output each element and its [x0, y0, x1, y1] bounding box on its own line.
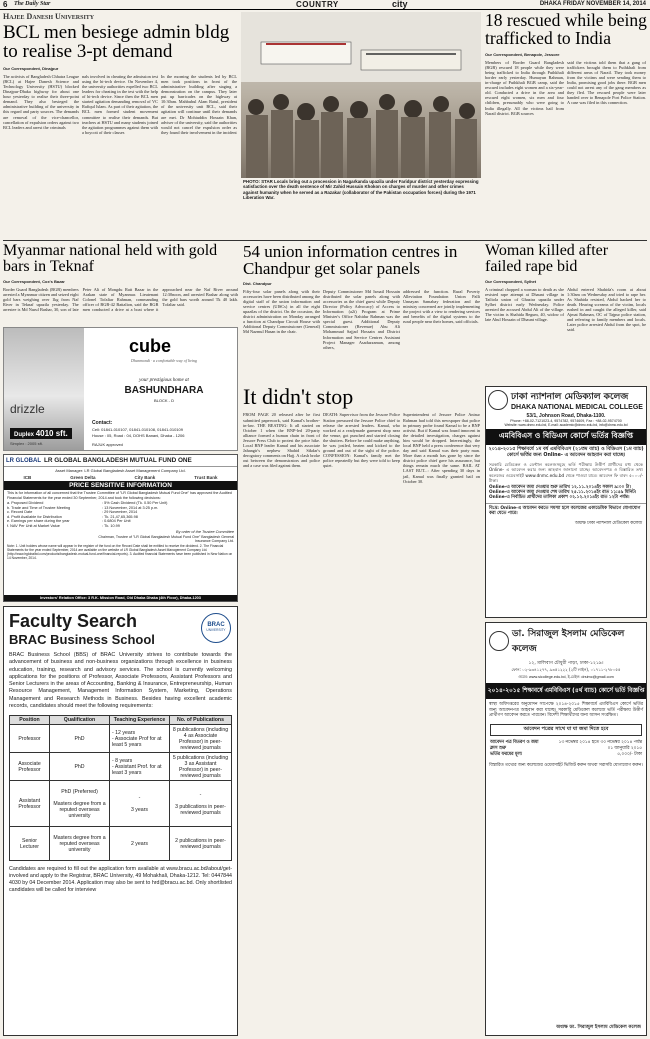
- brand-logo: cube: [129, 336, 172, 356]
- article-byline: Our Correspondent, Benapole, Jessore: [485, 51, 560, 57]
- size-value: 4010 sft.: [35, 429, 68, 438]
- psi-order: By order of the Trustee Committee: [176, 529, 234, 534]
- fund-title: LR GLOBAL BANGLADESH MUTUAL FUND ONE: [44, 457, 192, 464]
- logo-top: BRAC: [207, 622, 225, 628]
- ad-address: House : 05, Road : 04, DOHS Banani, Dhaka - 1206: [92, 433, 185, 438]
- article-body: Border Guard Bangladesh (BGB) members arrested a Myanmar citizen and seized eight gold bars weighing over 1kg from Naf River in Teknaf upazila yesterday. The arrestee is Md Nurul Bashar, 30, son of late Peter Ali of Mongdu Ratt Bazar in the Arakan state of Myanmar. Lieutenant Colonel Tofaliar Rahman, commanding officer of BGB-42 Battalion, said the BGB men conducted a drive at a boat where it approached near the Naf River around 12:30noon, and arrested Bashar along with the gold bars worth around Tk 40 lakh. Tofaliar said.: [3, 286, 238, 312]
- ad-cube: [3, 327, 238, 451]
- table-cell: Senior Lecturer: [10, 827, 50, 861]
- psi-value: : 5% Cash Dividend (Tk. 0.50 Per Unit): [102, 501, 168, 505]
- college-web: Website: www.dnmc.edu.bd, E-mail: academic@dnmc.edu.bd, info@dnmc.edu.bd: [504, 423, 628, 427]
- article-byline: Our Correspondent, Dinajpur: [3, 65, 59, 71]
- article-headline: It didn't stop: [243, 386, 354, 409]
- article-headline: Myanmar national held with gold bars in Teknaf: [3, 243, 218, 276]
- article-column: nals involved in cheating the admission test using the hi-tech device. On November 4, the university authorities expelled two BCL leaders for cheating in the test with the help of hi-tech device. Since then the BCL men started agitation demanding removal of VC Rafiqul Islam. As part of their agitation, the BCL men formed student movement committee to realise their demands. But teachers at HSTU and many students joined the agitation programmes against them with a boycott of their classes: [82, 73, 158, 135]
- admission-sign: অধ্যক্ষ ডা. সিরাজুল ইসলাম মেডিকেল কলেজ: [556, 1025, 641, 1030]
- table-cell: Assistant Professor: [10, 781, 50, 827]
- article-byline: Our Correspondent, Sylhet: [485, 278, 537, 284]
- table-cell: 8 publications (including 4 as Associate Professor) in peer-reviewed journals: [170, 725, 232, 753]
- table-cell: PhD: [50, 753, 110, 781]
- article-headline: BCL men besiege admin bldg to realise 3-pt demand: [3, 22, 230, 63]
- article-headline: 18 rescued while being trafficked to India: [485, 12, 647, 48]
- fund-manager: Asset Manager: LR Global Bangladesh Asset Management Company Ltd.: [55, 468, 186, 473]
- brand-sub: Dhanmondi · a comfortable way of living: [131, 358, 197, 363]
- news-photo: [241, 12, 481, 218]
- table-cell: 2 publications in peer-reviewed journals: [170, 827, 232, 861]
- schedule-key: আবেদন পত্র বিতরণ ও জমা: [490, 739, 539, 745]
- table-cell: - 12 years - Associate Prof for at least 5 years: [110, 725, 170, 753]
- article-solar: [243, 243, 481, 383]
- brac-logo: [201, 613, 231, 643]
- article-column: said the victims told them that a gang of traffickers brought them to Puthkhali from different areas of Narail. They took money from the victims and were sending them to India, promising good jobs there. BGB men could not arrest any of the gang members as they fled. The rescued people were later handed over to Benapole Port Police Station. A case was filed in this connection.: [567, 59, 646, 106]
- admission-point: Online-এ আবেদন জমা দেওয়ার শুরু তারিখ ১২.১১.২০১৪ইং সকাল ৯:০০ টা।: [489, 484, 631, 490]
- ad-dnmc: [485, 386, 647, 618]
- table-cell: 5 publications (including 3 as Assistant Professor) in peer-reviewed journals: [170, 753, 232, 781]
- contact-lines: Cell: 01841-010107, 01841-010108, 01841-010109: [92, 427, 183, 432]
- admission-session: ২০১৪-২০১৫ শিক্ষাবর্ষে ১ম বর্ষ এমবিবিএস (২১তম ব্যাচ) ও বিডিএস (১ম ব্যাচ) কোর্সে ভর্তির জন্য Online- এ আবেদন আহবান করা যাচ্ছে।: [488, 447, 644, 458]
- psi-key: b. Trade and Time of Trustee Meeting: [7, 505, 71, 510]
- college-seal-icon: [489, 631, 509, 651]
- psi-intro: This is for information of all concerned that the Trustee Committee of "LR Global Bangladesh Mutual Fund One" has approved the Audited Financial Statements for the year ended 30 September, 2014 and took the following decisions:: [7, 491, 232, 500]
- article-stop: [243, 386, 481, 1036]
- dateline: DHAKA FRIDAY NOVEMBER 14, 2014: [539, 1, 646, 7]
- article-hdu: [3, 12, 238, 238]
- table-row: [10, 781, 232, 827]
- psi-value: : 13 November, 2014 at 3:25 p.m.: [102, 505, 159, 510]
- photo-caption: PHOTO: STAR Locals bring out a procession in Nagarkanda upazila under Faridpur district yesterday expressing satisfaction over the death sentence of Mir Zahid Hussain Khokon on charges of murder and other crimes against humanity when he served as a Razakar (collaborator of the Pakistan occupation forces) during the 1971 Liberation War.: [241, 178, 481, 218]
- article-column: Superintendent of Jessore Police Anisur Rahman had told this newspaper that police in primary probe found Kamal to be a BNP activist. But if Kamal was found innocent in the detailed investigation, charges against him would be dropped. Interestingly, the local BNP held a press conference that very day and said Kamal was their party man. More than a month has gone by since the district police chief gave his assurance, but things remain much the same. BAIL AT LAST BUT...: After spending 30 days in jail, Kamal was finally granted bail on October 30.: [403, 412, 480, 484]
- article-column: FROM PAGE 20 released after he first submitted paperwork, said Kamal's brother-in-law. THE BEATING: It all started on October 1 when the BNP-led 20-party alliance formed a human chain in front of Jessore Press Club to protest the price hike. Local BNP leader Kamal and his associate Jahangir's nephew Shahid Sikdar's derogatory comments on Hajj. A clash broke out between the demonstrators and police and a case was filed against them.: [243, 412, 320, 469]
- admission-note: বি:দ্র: Online-এ আবেদন করতে সমস্যা হলে কলেজের একাডেমিক বিভাগে যোগাযোগ করা যেতে পারে।: [486, 503, 646, 519]
- article-column: Members of Border Guard Bangladesh (BGB) rescued 18 people while they were being trafficked to India through Puthkhali border early yesterday. Humayun Rahman, in-charge of Puthkhali BGB camp, said the rescued includes eight women and a six-year-old. Conducted a drive in the area and rescued eight women, six men and four children, presumably who were going to India illegally. All the victims hail from Narail district. BGB sources: [485, 59, 564, 116]
- psi-signoff: Chairman, Trustee of "LR Global Bangladesh Mutual Fund One" Bangladesh General Insurance Company Ltd.: [98, 534, 234, 543]
- sponsor-logo: Green Delta: [70, 475, 96, 480]
- ad-tagline: your prestigious home at: [139, 378, 189, 383]
- article-column: The activists of Bangladesh Chhatra League (BCL) at Hajee Danesh Science and Technology University (HSTU) blocked Dinajpur-Dhaka highway for about one hour yesterday to realise their three-point demand. They also besieged the administrative building of the university in this regard and party sources. The demands are removal of the vice-chancellor, cancellation of expulsion orders against two BCL leaders and arrest the criminals: [3, 73, 80, 130]
- college-phone: Phone: +88-02-7121023-4, 9574782, 9574609, Fax : +88-02-9574700: [510, 419, 622, 423]
- ad-block: BLOCK - D: [153, 398, 174, 403]
- table-header: Qualification: [50, 716, 110, 725]
- brac-title: Faculty Search: [9, 611, 138, 631]
- psi-banner: PRICE SENSITIVE INFORMATION: [4, 481, 237, 490]
- psi-value: : Tk. 21,47,65,365.98: [102, 514, 138, 519]
- table-row: [10, 827, 232, 861]
- college-name-en: DHAKA NATIONAL MEDICAL COLLEGE: [511, 404, 643, 411]
- project-name: drizzle: [10, 402, 45, 416]
- table-cell: PhD: [50, 725, 110, 753]
- article-column: addressed the function. Rural Poverty Alleviation Foundation Union Palli Unnayan Samabay federation and the ministry concerned are jointly implementing the project with a view to rendering services and benefits of the digital systems to the rural people near their homes, said officials.: [403, 288, 480, 325]
- sponsor-logo: City Bank: [134, 475, 156, 480]
- article-kicker: Hajee Danesh University: [3, 12, 95, 21]
- article-column: Abdul entered Shahida's room at about 1:30am on Wednesday and tried to rape her. As Shahida resisted, Abdul hacked her to death. Hearing screams of the victim, locals rushed in and caught the alleged killer, said Ajmat Rahman, OC of Tajpur police station, and referring to family members and locals. Later police arrested Abdul from the spot, he said.: [567, 286, 646, 333]
- admission-point: Online-এ নির্বাচিত প্রার্থীদের তালিকা প্রকাশ ০২.১২.২০১৪ইং রাত ১২টা পর্যন্ত।: [489, 495, 630, 501]
- table-cell: - 3 publications in peer-reviewed journals: [170, 781, 232, 827]
- logo-bottom: UNIVERSITY: [206, 628, 226, 632]
- article-column: Fifty-four solar panels along with their accessories have been distributed among the digital staff of the union information and service centres (UISCs) in all the eight upazilas of the district. On the occasion, the district administration on Monday arranged a function at Chandpur Circuit House with Additional Deputy Commissioner (General) Md Nazmul Hasan in the chair.: [243, 288, 320, 335]
- table-cell: PhD (Preferred) Masters degree from a reputed overseas university: [50, 781, 110, 827]
- contact-title: Contact:: [92, 420, 113, 426]
- table-row: [10, 725, 232, 753]
- psi-footer: Investors' Relation Office: 3 R.K. Mission Road, Old Dhaka Dhaka (4th Floor), Dhaka-1203: [4, 595, 237, 601]
- sponsor-logo: ICB: [23, 475, 32, 480]
- table-header: Position: [10, 716, 50, 725]
- article-myanmar: [3, 243, 238, 325]
- page-number: 6: [3, 0, 8, 9]
- sponsor-logo: Trust Bank: [194, 475, 218, 480]
- rajuk-note: RAJUK approved: [92, 442, 123, 447]
- admission-banner: এমবিবিএস ও বিডিএস কোর্সে ভর্তির বিজ্ঞপ্তি: [486, 429, 646, 445]
- brac-footer: Candidates are required to fill out the application form available at www.bracu.ac.bd/about/get-involved and apply to the Registrar, BRAC University, 49 Mohakhali, Dhaka-1212. Tel: 0447844 4030 by 04 December 2014. Application may also be sent to hrd@bracu.ac.bd. Only shortlisted candidates will be called for interview: [9, 866, 232, 894]
- schedule-value: ০১ জানুয়ারি ২০১৫: [607, 745, 642, 751]
- article-headline: 54 union information centres in Chandpur get solar panels: [243, 243, 458, 279]
- table-row: [10, 753, 232, 781]
- college-name-bn: ডা. সিরাজুল ইসলাম মেডিকেল কলেজ: [512, 629, 625, 654]
- article-column: Deputy Commissioner Md Ismail Hossain distributed the solar panels along with accessories as the chief guest while Deputy Director (Policy Advocacy) of Access to Information (a2i) Program at Prime Minister's Office Nahidur Rahman was the special guest. Additional Deputy Commissioner (Revenue) Abu Ali Mohammad Sajjad Hossain and District Information and Service Centres Assistant Project Manager Asaduzzaman, among others,: [323, 288, 400, 350]
- admission-body: স্বাস্থ্য অধিদপ্তরের অনুমোদন সাপেক্ষে ২০১৪-২০১৫ শিক্ষাবর্ষে এমবিবিএস কোর্সে ভর্তির জন্য আবেদনপত্র আহবান করা যাচ্ছে। সরকারি মেডিকেল কলেজে ভর্তি পরীক্ষায় উত্তীর্ণ প্রার্থীগণ আবেদন করতে পারবেন। বিদেশী শিক্ষার্থীদের জন্য আসন সংরক্ষিত।: [489, 702, 643, 719]
- college-address: ১২, মালিবাগ চৌধুরী পাড়া, ঢাকা-১২১৯।: [528, 661, 604, 666]
- schedule-key: ভর্তির ফরমের মূল্য: [490, 751, 522, 757]
- table-cell: Masters degree from a reputed overseas university: [50, 827, 110, 861]
- section-city: city: [392, 0, 408, 9]
- article-rape: [485, 243, 647, 383]
- psi-key: f. NAV Per Unit at Market Value: [7, 523, 60, 528]
- schedule-value: ৫,০০০/- টাকা: [617, 751, 642, 757]
- fund-logo: LR GLOBAL: [6, 457, 41, 464]
- brac-requirements-table: [9, 715, 232, 861]
- article-byline: Our Correspondent, Cox's Bazar: [3, 278, 65, 284]
- admission-point: Online-এ আবেদন জমা দেওয়ার শেষ তারিখ ২৫.১১.২০১৪ইং রাত ১১:৫৯ মিনিট।: [489, 490, 637, 496]
- size-label: Duplex: [14, 432, 35, 438]
- simplex-size: Simplex : 2005 sft.: [10, 441, 43, 446]
- table-cell: - 3 years: [110, 781, 170, 827]
- table-cell: Associate Professor: [10, 753, 50, 781]
- table-header: No. of Publications: [170, 716, 232, 725]
- psi-value: : Tk. 10.99: [102, 523, 120, 528]
- masthead: [0, 0, 650, 10]
- psi-notes: Note: 1. Unit holders whose name will appear in the register of the fund on the Record Date shall be entitled to receive the dividend. 2. The Financial Statements for the year ended September, 2014 are available on the website of LR Global Bangladesh Asset Management Company Ltd. (http://www.lrglobalbd.com/products/bangladesh-mutual-fund-one/financial-reports). 3. Audited financial Statements have been published in New Nation on 14 November, 2014.: [7, 544, 233, 561]
- admission-body: সরকারি মেডিকেল ও ডেন্টাল কলেজসমূহে ভর্তি পরীক্ষায় উত্তীর্ণ প্রার্থীদের মধ্য থেকে Online- এ আবেদন করার জন্য আহবান জানানো যাচ্ছে। আবেদনপত্র ও বিস্তারিত তথ্য কলেজের ওয়েবসাইট www.dnmc.edu.bd থেকে পাওয়া যাবে। আবেদন ফি বাবদ ৫০০০/- টাকা।: [489, 462, 643, 484]
- section-country: COUNTRY: [296, 0, 339, 9]
- college-name-bn: ঢাকা ন্যাশনাল মেডিক্যাল কলেজ: [511, 392, 629, 402]
- admission-sign: অধ্যক্ষ ঢাকা ন্যাশনাল মেডিকেল কলেজ: [574, 520, 642, 526]
- psi-key: d. Profit Available for Distribution: [7, 514, 62, 519]
- section-heading: আবেদন পত্রের সাথে যা যা জমা দিতে হবে: [490, 724, 642, 736]
- psi-key: c. Record Date: [7, 510, 33, 515]
- schedule-key: ক্লাস শুরু: [490, 745, 506, 751]
- article-headline: Woman killed after failed rape bid: [485, 243, 609, 276]
- article-column: In the morning the students led by BCL men took positions in front of the administrative building after staging a demonstration on the campus. They later put up barricades on the highway at 10:30am. Mahbubul Alam Ratul, president of the university unit BCL, said their agitation will continue until their demands are met. Dr Mohiuddin Hossain Khan, adviser of the university, said the authorities would not cancel the expulsion order as they found their involvement in the incident: [161, 73, 237, 135]
- table-cell: - 8 years - Assistant Prof. for at least 3 years: [110, 753, 170, 781]
- paper-name: The Daily Star: [14, 1, 51, 7]
- table-header: Teaching Experience: [110, 716, 170, 725]
- ad-location: BASHUNDHARA: [124, 385, 204, 396]
- brac-intro: BRAC Business School (BBS) of BRAC University strives to contribute towards the advancement of business and non-business organizations through excellence in business education, training, research and advisory services. The school is currently welcoming applications for the positions of Professor, Associate Professors, Assistant Professors and Senior Lecturers in the areas of Accounting, Banking & Insurance, Entrepreneurship, Human Resource Management, Management Information System, Marketing, Operations Management and Research Methods in Business. Besides having excellent academic records, candidates should meet the following requirements:: [9, 652, 232, 710]
- psi-value: : 0.6804 Per Unit: [102, 519, 131, 524]
- admission-note: বিস্তারিত তথ্যের জন্য কলেজের ওয়েবসাইট ভিজিট করুন অথবা সরাসরি যোগাযোগ করুন।: [489, 762, 643, 768]
- schedule-list: [486, 738, 646, 760]
- article-rescued: [485, 12, 647, 238]
- brac-subtitle: BRAC Business School: [9, 632, 155, 647]
- ad-mutual-fund: [3, 454, 238, 602]
- college-seal-icon: [488, 390, 508, 410]
- college-web: ওয়েব: www.sicollege.edu.bd, ই-মেইল: drsimc@gmail.com: [518, 675, 614, 679]
- ad-brac: [3, 606, 238, 1036]
- psi-key: a. Proposed Dividend: [7, 501, 44, 505]
- ad-sirajul: [485, 622, 647, 1036]
- article-column: A criminal chopped a woman to death as she resisted rape attempt at Dhaunt village in Tailtola union of Ghazira upazila under Sylhet district early Wednesday. Police arrested the accused Abdul Ali of the village. The victim is Shahida Begum, 40, widow of late Abul Hossain of Dhaunt village.: [485, 286, 564, 323]
- psi-list: [4, 501, 237, 529]
- psi-value: : 29 November, 2014: [102, 510, 138, 515]
- schedule-value: ১৩ নভেম্বর ২০১৪ হতে ৩০ নভেম্বর ২০১৪ পর্যন্ত: [558, 739, 642, 745]
- article-byline: Dist. Chandpur: [243, 280, 272, 286]
- article-column: DEATH: Supervisor from the Jessore Police Station pressured the Jessore Police chief to release the arrested leaders. Kamal, who worked at a readymade garment shop near the venue, got punched and started closing the shutters. Before he could make anything, he was jostled, beaten and kicked to the ground and out of the sight of the police. CONFESSION: Kamal's family met the police repeatedly but they were told to keep quiet.: [323, 412, 400, 469]
- college-address: 53/1, Johnson Road, Dhaka-1100.: [526, 413, 606, 419]
- table-cell: 2 years: [110, 827, 170, 861]
- college-phone: ফোন: ০২-৯৩৪১২৭৭, ৯৩৫১২২২ (২টি লাইন), ০১৭১১-২৭৮০৫৫: [511, 667, 621, 672]
- admission-banner: ২০১৪-২০১৫ শিক্ষাবর্ষে এমবিবিএস (৪র্থ ব্যাচ) কোর্সে ভর্তি বিজ্ঞপ্তি: [486, 683, 646, 699]
- table-cell: Professor: [10, 725, 50, 753]
- psi-key: e. Earnings per share during the year: [7, 519, 70, 524]
